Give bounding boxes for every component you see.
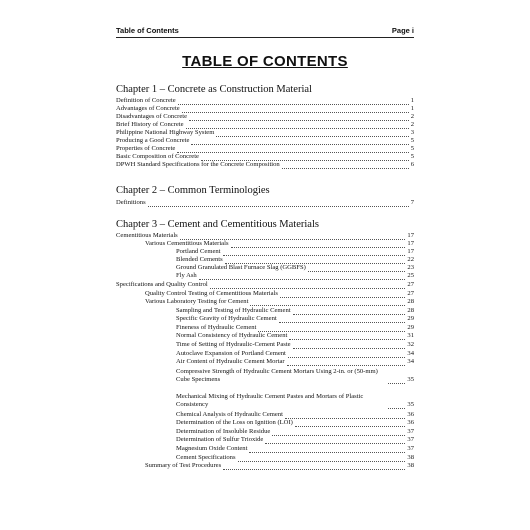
chapter-heading: Chapter 2 – Common Terminologies bbox=[116, 185, 270, 196]
toc-entry-label: Chemical Analysis of Hydraulic Cement bbox=[176, 411, 283, 418]
toc-entry-page: 2 bbox=[410, 113, 414, 120]
toc-entry[interactable] bbox=[176, 248, 414, 256]
toc-entry-page: 5 bbox=[410, 145, 414, 152]
toc-entry-label: Various Laboratory Testing for Cement bbox=[145, 298, 249, 305]
toc-entry-page: 36 bbox=[407, 419, 414, 426]
leader-dots bbox=[223, 464, 405, 470]
toc-entry[interactable] bbox=[176, 264, 414, 272]
toc-entry[interactable] bbox=[176, 428, 414, 436]
toc-entry[interactable] bbox=[116, 113, 414, 121]
toc-entry-label: Portland Cement bbox=[176, 248, 221, 255]
toc-entry-page: 17 bbox=[407, 248, 414, 255]
leader-dots bbox=[250, 300, 405, 306]
page-title: TABLE OF CONTENTS bbox=[182, 53, 348, 70]
leader-dots bbox=[282, 163, 409, 169]
toc-entry[interactable] bbox=[176, 272, 414, 280]
toc-entry-label: Advantages of Concrete bbox=[116, 105, 180, 112]
toc-entry[interactable] bbox=[176, 393, 414, 409]
toc-entry-label: Specifications and Quality Control bbox=[116, 281, 208, 288]
toc-entry[interactable] bbox=[176, 368, 414, 384]
toc-entry-label: Determination of Sulfur Trioxide bbox=[176, 436, 264, 443]
toc-entry[interactable] bbox=[145, 462, 414, 470]
toc-entry-page: 29 bbox=[407, 324, 414, 331]
toc-entry-page: 1 bbox=[410, 97, 414, 104]
toc-entry[interactable] bbox=[116, 153, 414, 161]
header-section-title: Table of Contents bbox=[116, 26, 179, 35]
leader-dots bbox=[265, 438, 405, 444]
toc-entry-page: 38 bbox=[407, 454, 414, 461]
leader-dots bbox=[148, 201, 409, 207]
toc-entry[interactable] bbox=[176, 307, 414, 315]
toc-entry-label: Normal Consistency of Hydraulic Cement bbox=[176, 332, 288, 339]
toc-entry[interactable] bbox=[176, 445, 414, 453]
toc-entry-label: Magnesium Oxide Content bbox=[176, 445, 248, 452]
toc-entry-label: Properties of Concrete bbox=[116, 145, 176, 152]
leader-dots bbox=[295, 421, 406, 427]
toc-entry-label: Mechanical Mixing of Hydraulic Cement Pastes and Mortars of Plastic Consistency bbox=[176, 393, 364, 408]
toc-entry-page: 32 bbox=[407, 341, 414, 348]
toc-entry-label: Cement Specifications bbox=[176, 454, 236, 461]
toc-entry-page: 34 bbox=[407, 350, 414, 357]
toc-entry-label: Philippine National Highway System bbox=[116, 129, 215, 136]
toc-entry-label: Producing a Good Concrete bbox=[116, 137, 190, 144]
toc-entry[interactable] bbox=[145, 240, 414, 248]
toc-entry-page: 22 bbox=[407, 256, 414, 263]
toc-entry[interactable] bbox=[176, 350, 414, 358]
toc-entry-label: Definition of Concrete bbox=[116, 97, 176, 104]
toc-entry-label: Specific Gravity of Hydraulic Cement bbox=[176, 315, 277, 322]
toc-entry-page: 35 bbox=[407, 401, 414, 408]
toc-entry-page: 27 bbox=[407, 281, 414, 288]
toc-entry-page: 37 bbox=[407, 436, 414, 443]
toc-entry[interactable] bbox=[145, 290, 414, 298]
toc-entry[interactable] bbox=[116, 281, 414, 289]
toc-entry[interactable] bbox=[176, 315, 414, 323]
toc-entry-label: Air Content of Hydraulic Cement Mortar bbox=[176, 358, 285, 365]
leader-dots bbox=[388, 403, 405, 409]
toc-entry-label: Blended Cements bbox=[176, 256, 223, 263]
toc-entry[interactable] bbox=[176, 324, 414, 332]
toc-entry-label: Determination of the Loss on Ignition (LOI) bbox=[176, 419, 293, 426]
toc-entry-page: 17 bbox=[407, 232, 414, 239]
header-page-number: Page i bbox=[391, 26, 414, 35]
toc-entry[interactable] bbox=[176, 358, 414, 366]
toc-entry-page: 38 bbox=[407, 462, 414, 469]
toc-entry-page: 34 bbox=[407, 358, 414, 365]
toc-entry-label: Various Cementitious Materials bbox=[145, 240, 229, 247]
toc-entry-page: 31 bbox=[407, 332, 414, 339]
leader-dots bbox=[249, 447, 405, 453]
toc-entry-page: 3 bbox=[410, 129, 414, 136]
toc-entry-page: 6 bbox=[410, 161, 414, 168]
chapter-heading: Chapter 1 – Concrete as Construction Material bbox=[116, 84, 312, 95]
toc-entry[interactable] bbox=[176, 454, 414, 462]
leader-dots bbox=[293, 343, 406, 349]
leader-dots bbox=[289, 334, 405, 340]
toc-entry-page: 5 bbox=[410, 153, 414, 160]
toc-entry-page: 25 bbox=[407, 272, 414, 279]
leader-dots bbox=[199, 274, 406, 280]
toc-entry-page: 28 bbox=[407, 307, 414, 314]
toc-entry[interactable] bbox=[116, 199, 414, 207]
toc-entry[interactable] bbox=[116, 145, 414, 153]
toc-entry-label: Summary of Test Procedures bbox=[145, 462, 222, 469]
toc-entry-page: 37 bbox=[407, 428, 414, 435]
toc-entry-page: 37 bbox=[407, 445, 414, 452]
toc-entry-page: 35 bbox=[407, 376, 414, 383]
toc-entry-page: 23 bbox=[407, 264, 414, 271]
toc-entry-label: Disadvantages of Concrete bbox=[116, 113, 188, 120]
toc-entry-label: DPWH Standard Specifications for the Concrete Composition bbox=[116, 161, 280, 168]
toc-entry[interactable] bbox=[116, 97, 414, 105]
toc-entry-page: 29 bbox=[407, 315, 414, 322]
toc-entry-label: Brief History of Concrete bbox=[116, 121, 184, 128]
toc-entry-label: Sampling and Testing of Hydraulic Cement bbox=[176, 307, 291, 314]
toc-entry-label: Ground Granulated Blast Furnace Slag (GGBFS) bbox=[176, 264, 306, 271]
toc-entry[interactable] bbox=[176, 419, 414, 427]
toc-entry-page: 5 bbox=[410, 137, 414, 144]
toc-entry-label: Fly Ash bbox=[176, 272, 197, 279]
toc-entry-label: Cementitious Materials bbox=[116, 232, 178, 239]
toc-entry[interactable] bbox=[116, 105, 414, 113]
toc-entry[interactable] bbox=[176, 256, 414, 264]
toc-entry-label: Compressive Strength of Hydraulic Cement Mortars Using 2-in. or (50-mm) Cube Specimens bbox=[176, 368, 378, 383]
toc-entry-label: Basic Composition of Concrete bbox=[116, 153, 199, 160]
toc-entry-label: Quality Control Testing of Cementitious Materials bbox=[145, 290, 278, 297]
toc-entry-page: 2 bbox=[410, 121, 414, 128]
toc-entry[interactable] bbox=[176, 332, 414, 340]
leader-dots bbox=[279, 317, 406, 323]
toc-entry[interactable] bbox=[176, 341, 414, 349]
toc-entry[interactable] bbox=[116, 129, 414, 137]
toc-entry[interactable] bbox=[116, 232, 414, 240]
toc-entry[interactable] bbox=[176, 436, 414, 444]
toc-entry[interactable] bbox=[145, 298, 414, 306]
toc-entry-label: Fineness of Hydraulic Cement bbox=[176, 324, 257, 331]
toc-entry[interactable] bbox=[116, 161, 414, 169]
running-header bbox=[116, 26, 414, 38]
toc-entry-label: Autoclave Expansion of Portland Cement bbox=[176, 350, 286, 357]
toc-entry-page: 1 bbox=[410, 105, 414, 112]
leader-dots bbox=[210, 283, 406, 289]
leader-dots bbox=[388, 378, 405, 384]
toc-entry-page: 17 bbox=[407, 240, 414, 247]
toc-entry-label: Determination of Insoluble Residue bbox=[176, 428, 271, 435]
toc-entry-page: 27 bbox=[407, 290, 414, 297]
toc-entry[interactable] bbox=[176, 411, 414, 419]
toc-entry-label: Definitions bbox=[116, 199, 146, 206]
toc-entry-page: 28 bbox=[407, 298, 414, 305]
toc-entry[interactable] bbox=[116, 121, 414, 129]
chapter-heading: Chapter 3 – Cement and Cementitious Materials bbox=[116, 219, 319, 230]
leader-dots bbox=[287, 360, 406, 366]
toc-entry-label: Time of Setting of Hydraulic-Cement Paste bbox=[176, 341, 291, 348]
toc-entry-page: 36 bbox=[407, 411, 414, 418]
toc-entry-page: 7 bbox=[410, 199, 414, 206]
toc-entry[interactable] bbox=[116, 137, 414, 145]
